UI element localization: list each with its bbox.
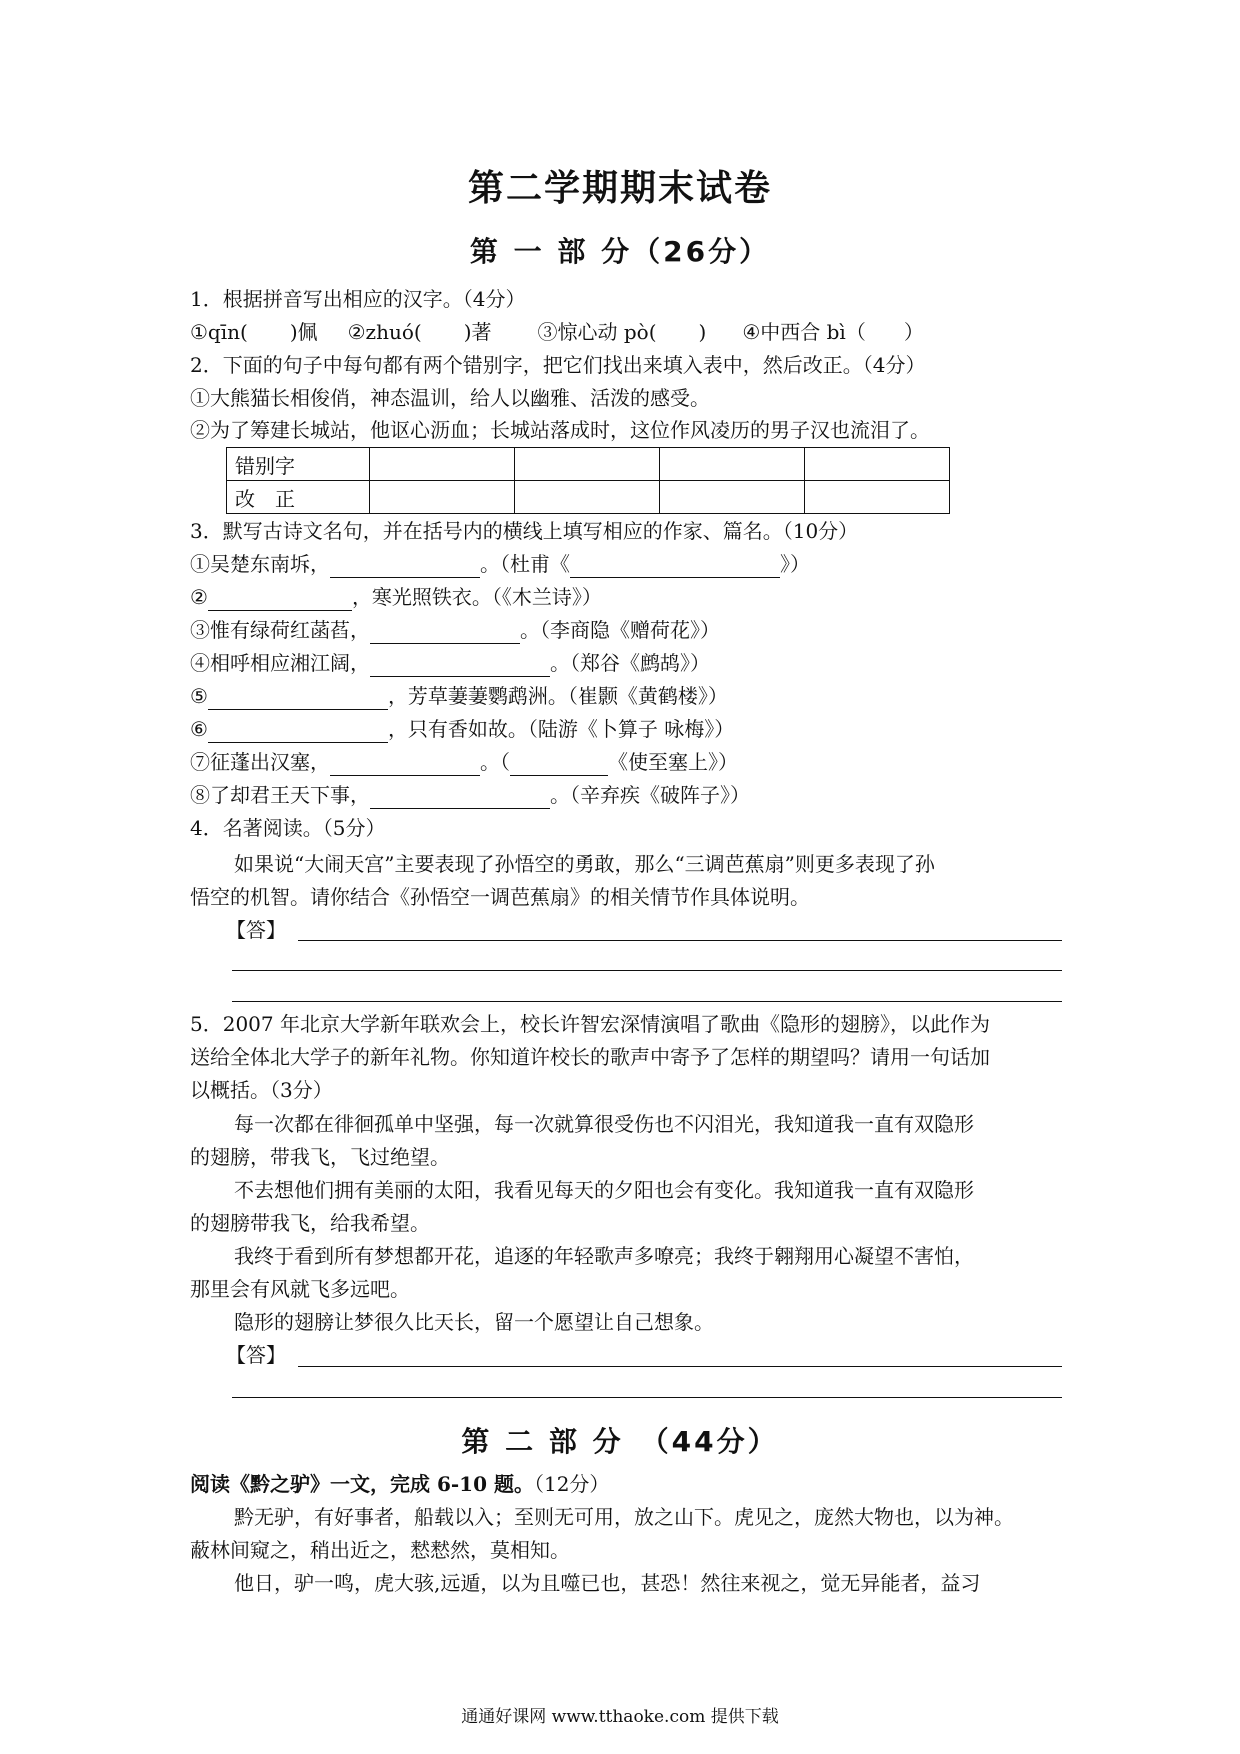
reading-heading [190, 1470, 609, 1498]
reading-paragraph: 蔽林间窥之，稍出近之，慭慭然，莫相知。 [190, 1538, 570, 1562]
verse-text: ⑧了却君王天下事， [190, 783, 370, 807]
verse-text: ③惟有绿荷红菡萏， [190, 618, 370, 642]
verse-blank[interactable] [370, 788, 550, 809]
q1-item-3b: ) [698, 320, 707, 344]
verse-text: 。（郑谷《鹧鸪》） [550, 651, 710, 675]
table-header-correct: 改 正 [227, 481, 370, 514]
verse-blank[interactable] [330, 755, 480, 776]
q5-answer-label: 【答】 [226, 1343, 286, 1367]
part-two-heading: 第 二 部 分 （44分） [461, 1425, 779, 1458]
q1-item-2b: )著 [463, 320, 492, 344]
table-cell[interactable] [660, 448, 805, 481]
q1-prompt: 1．根据拼音写出相应的汉字。（4分） [190, 287, 526, 311]
reading-score: （12分） [533, 1472, 610, 1496]
verse-text: ⑥ [190, 717, 208, 741]
verse-blank[interactable] [330, 557, 480, 578]
answer-line[interactable] [232, 1001, 1062, 1002]
q3-line-5 [190, 682, 728, 710]
answer-line[interactable] [298, 1366, 1062, 1367]
part-one-heading: 第 一 部 分（26分） [469, 235, 771, 268]
verse-text: 。（杜甫《 [480, 552, 570, 576]
lyric-line: 我终于看到所有梦想都开花，追逐的年轻歌声多嘹亮；我终于翱翔用心凝望不害怕， [234, 1244, 974, 1268]
verse-text: ② [190, 585, 208, 609]
reading-paragraph: 黔无驴，有好事者，船载以入；至则无可用，放之山下。虎见之，庞然大物也，以为神。 [234, 1505, 1014, 1529]
q5-paragraph-1: 5．2007 年北京大学新年联欢会上，校长许智宏深情演唱了歌曲《隐形的翅膀》，以此作为 [190, 1012, 990, 1036]
answer-line[interactable] [232, 1397, 1062, 1398]
answer-line[interactable] [298, 940, 1062, 941]
verse-blank[interactable] [208, 722, 388, 743]
lyric-line: 隐形的翅膀让梦很久比天长，留一个愿望让自己想象。 [234, 1310, 714, 1334]
verse-blank[interactable] [208, 689, 388, 710]
q2-sentence-2: ②为了筹建长城站，他讴心沥血；长城站落成时，这位作风凌历的男子汉也流泪了。 [190, 418, 930, 442]
q1-item-2a: ②zhuó( [347, 320, 422, 344]
q3-line-1 [190, 550, 810, 578]
table-header-wrong: 错别字 [227, 448, 370, 481]
q3-line-8 [190, 781, 750, 809]
reading-title: 阅读《黔之驴》一文，完成 6-10 题。 [190, 1472, 534, 1496]
verse-text: ，只有香如故。（陆游《卜算子 咏梅》） [387, 717, 735, 741]
verse-text: 。（辛弃疾《破阵子》） [550, 783, 750, 807]
q1-item-4b: ） [903, 320, 924, 344]
q3-prompt: 3．默写古诗文名句，并在括号内的横线上填写相应的作家、篇名。（10分） [190, 519, 859, 543]
q3-line-6 [190, 715, 734, 743]
q2-sentence-1: ①大熊猫长相俊俏，神态温训，给人以幽雅、活泼的感受。 [190, 386, 710, 410]
q3-line-7 [190, 748, 738, 776]
q5-paragraph-3: 以概括。（3分） [190, 1078, 333, 1102]
verse-text: 《使至塞上》） [608, 750, 738, 774]
q4-answer-label: 【答】 [226, 918, 286, 942]
verse-text: ⑤ [190, 684, 208, 708]
table-cell[interactable] [805, 448, 950, 481]
q5-paragraph-2: 送给全体北大学子的新年礼物。你知道许校长的歌声中寄予了怎样的期望吗？请用一句话加 [190, 1045, 990, 1069]
verse-blank[interactable] [208, 590, 352, 611]
table-cell[interactable] [515, 481, 660, 514]
verse-text: ，芳草萋萋鹦鹉洲。（崔颢《黄鹤楼》） [387, 684, 728, 708]
q3-line-3 [190, 616, 720, 644]
verse-text: 》） [780, 552, 810, 576]
table-row [227, 448, 950, 481]
author-blank[interactable] [510, 755, 608, 776]
verse-blank[interactable] [370, 623, 520, 644]
table-cell[interactable] [370, 481, 515, 514]
error-correction-table [226, 447, 950, 514]
verse-text: ①吴楚东南坼， [190, 552, 330, 576]
q1-item-1a: ①qīn( [190, 320, 248, 344]
q1-item-1b: )佩 [289, 320, 318, 344]
lyric-line: 那里会有风就飞多远吧。 [190, 1277, 410, 1301]
q2-prompt: 2．下面的句子中每句都有两个错别字，把它们找出来填入表中，然后改正。（4分） [190, 353, 926, 377]
q4-paragraph-2: 悟空的机智。请你结合《孙悟空一调芭蕉扇》的相关情节作具体说明。 [190, 885, 810, 909]
lyric-line: 的翅膀带我飞，给我希望。 [190, 1211, 430, 1235]
lyric-line: 不去想他们拥有美丽的太阳，我看见每天的夕阳也会有变化。我知道我一直有双隐形 [234, 1178, 974, 1202]
footer-credit: 通通好课网 www.tthaoke.com 提供下载 [461, 1707, 779, 1727]
answer-line[interactable] [232, 970, 1062, 971]
q1-item-3a: ③惊心动 pò( [537, 320, 657, 344]
lyric-line: 每一次都在徘徊孤单中坚强，每一次就算很受伤也不闪泪光，我知道我一直有双隐形 [234, 1112, 974, 1136]
verse-text: ⑦征蓬出汉塞， [190, 750, 330, 774]
verse-text: 。（李商隐《赠荷花》） [520, 618, 720, 642]
q4-paragraph-1: 如果说“大闹天宫”主要表现了孙悟空的勇敢，那么“三调芭蕉扇”则更多表现了孙 [234, 852, 935, 876]
q1-item-4a: ④中西合 bì（ [742, 320, 866, 344]
q4-prompt: 4．名著阅读。（5分） [190, 816, 386, 840]
table-cell[interactable] [515, 448, 660, 481]
q3-line-2 [190, 583, 602, 611]
lyric-line: 的翅膀，带我飞，飞过绝望。 [190, 1145, 450, 1169]
verse-text: ，寒光照铁衣。（《木兰诗》） [351, 585, 602, 609]
page-title: 第二学期期末试卷 [467, 168, 772, 209]
table-cell[interactable] [660, 481, 805, 514]
verse-text: 。（ [480, 750, 510, 774]
table-row [227, 481, 950, 514]
verse-blank[interactable] [370, 656, 550, 677]
table-cell[interactable] [805, 481, 950, 514]
reading-paragraph: 他日，驴一鸣，虎大骇,远遁，以为且噬已也，甚恐！然往来视之，觉无异能者，益习 [234, 1571, 981, 1595]
q3-line-4 [190, 649, 710, 677]
verse-text: ④相呼相应湘江阔， [190, 651, 370, 675]
title-blank[interactable] [570, 557, 780, 578]
q1-pinyin-items [190, 318, 924, 346]
table-cell[interactable] [370, 448, 515, 481]
